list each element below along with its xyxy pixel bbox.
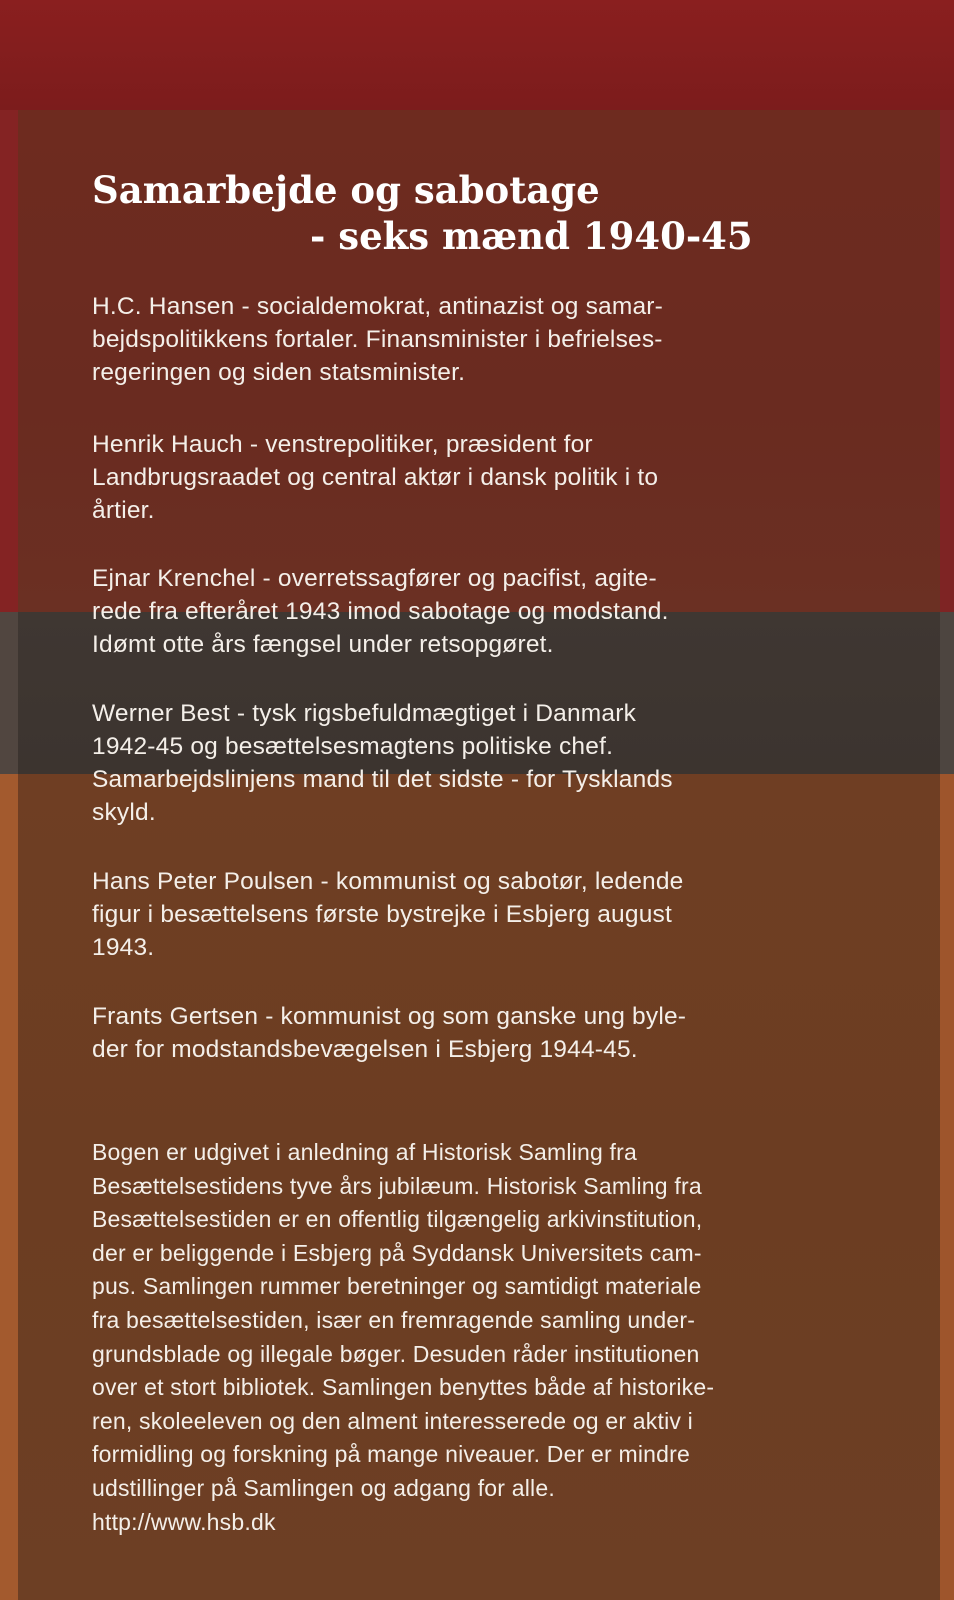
- bio-line: Samarbejdslinjens mand til det sidste - for Tysklands: [92, 766, 673, 793]
- bio-line: Idømt otte års fængsel under retsopgøret.: [92, 631, 554, 658]
- info-line: ren, skoleeleven og den alment interesserede og er aktiv i: [92, 1407, 693, 1434]
- bio-line: Frants Gertsen - kommunist og som ganske ung byle-: [92, 1003, 687, 1030]
- bio-werner-best: [92, 697, 872, 829]
- info-line: udstillinger på Samlingen og adgang for alle.: [92, 1474, 555, 1501]
- book-subtitle: - seks mænd 1940-45: [310, 214, 753, 258]
- bio-ejnar-krenchel: [92, 562, 872, 661]
- info-line: Besættelsestidens tyve års jubilæum. Historisk Samling fra: [92, 1172, 702, 1199]
- info-line: grundsblade og illegale bøger. Desuden råder institutionen: [92, 1340, 700, 1367]
- info-line: pus. Samlingen rummer beretninger og samtidigt materiale: [92, 1273, 702, 1300]
- publisher-info: [92, 1136, 882, 1539]
- info-line: over et stort bibliotek. Samlingen benyttes både af historike-: [92, 1374, 715, 1401]
- info-line: Besættelsestiden er en offentlig tilgængelig arkivinstitution,: [92, 1206, 703, 1233]
- website-url[interactable]: http://www.hsb.dk: [92, 1508, 276, 1535]
- bio-line: 1943.: [92, 934, 155, 961]
- bio-hc-hansen: [92, 290, 872, 389]
- bio-line: Werner Best - tysk rigsbefuldmægtiget i Danmark: [92, 700, 637, 727]
- bio-line: rede fra efteråret 1943 imod sabotage og modstand.: [92, 598, 669, 625]
- bio-line: der for modstandsbevægelsen i Esbjerg 1944-45.: [92, 1036, 638, 1063]
- bio-line: Hans Peter Poulsen - kommunist og sabotør, ledende: [92, 868, 684, 895]
- bio-line: bejdspolitikkens fortaler. Finansminister i befrielses-: [92, 326, 663, 353]
- bio-line: Landbrugsraadet og central aktør i dansk politik i to: [92, 464, 659, 491]
- bio-line: H.C. Hansen - socialdemokrat, antinazist og samar-: [92, 293, 663, 320]
- book-title: Samarbejde og sabotage: [92, 168, 600, 212]
- info-line: formidling og forskning på mange niveauer. Der er mindre: [92, 1441, 691, 1468]
- bio-line: Ejnar Krenchel - overretssagfører og pacifist, agite-: [92, 565, 657, 592]
- info-line: Bogen er udgivet i anledning af Historisk Samling fra: [92, 1139, 638, 1165]
- bio-line: Henrik Hauch - venstrepolitiker, præsident for: [92, 431, 593, 458]
- bio-line: skyld.: [92, 799, 156, 826]
- info-line: der er beliggende i Esbjerg på Syddansk Universitets cam-: [92, 1239, 702, 1266]
- bio-line: figur i besættelsens første bystrejke i Esbjerg august: [92, 901, 672, 928]
- bio-frants-gertsen: [92, 1000, 872, 1066]
- bio-hans-peter-poulsen: [92, 865, 872, 964]
- bio-henrik-hauch: [92, 428, 872, 527]
- bio-line: 1942-45 og besættelsesmagtens politiske chef.: [92, 733, 614, 760]
- bio-line: årtier.: [92, 497, 155, 524]
- info-line: fra besættelsestiden, især en fremragende samling under-: [92, 1306, 696, 1333]
- bio-line: regeringen og siden statsminister.: [92, 359, 466, 386]
